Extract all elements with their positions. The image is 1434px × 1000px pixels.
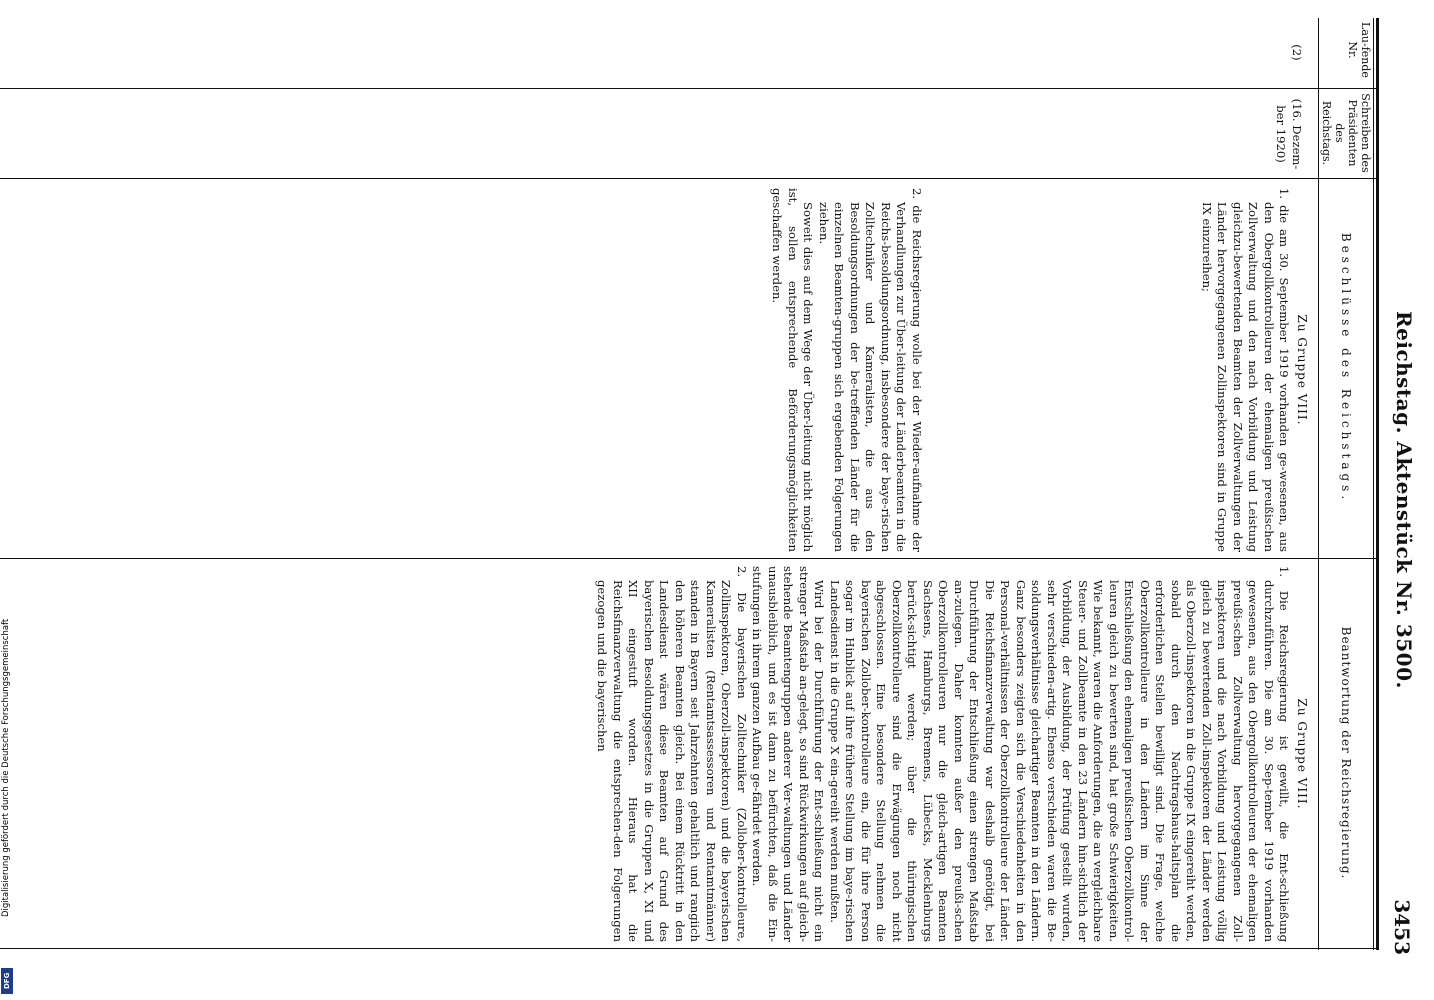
col-sep-4 xyxy=(0,948,1376,949)
beschluesse-note: Soweit dies auf dem Wege der Über-leitung nicht möglich ist, sollen entsprechende Beförderungsmöglichkeiten geschaffen werden. xyxy=(770,188,816,552)
beantwortung-para: Wird bei der Durchführung der Ent-schließung nicht ein strenger Maßstab an-gelegt, so sind Rückwirkungen auf gleich-stehende Beamtengruppen anderer Ver-waltungen und Länder unausbleiblich, und es ist dann zu befürchten, daß die Ein-stufungen in ihrem ganzen Aufbau ge-fährdet werden. xyxy=(750,566,827,942)
top-rule-thick xyxy=(1376,18,1379,950)
header-bottom-rule xyxy=(1318,18,1319,950)
colhead-beantwortung: Beantwortung der Reichsregierung. xyxy=(1339,626,1353,880)
beschluesse-item-2: 2. die Reichsregierung wolle bei der Wieder-aufnahme der Verhandlungen zur Über-leitung der Länderbeamten in die Reichs-besoldungsordnung, insbesondere der baye-rischen Zolltechniker und Kameralisten, die aus den Besoldungsordnungen der be-treffenden Länder für die einzelnen Beamten-gruppen sich ergebenden Folgerungen ziehen. xyxy=(817,188,924,552)
beschluesse-cell-lower xyxy=(769,188,924,552)
top-rule-thin xyxy=(1373,18,1374,950)
colhead-lfd-nr: Lau-fende Nr. xyxy=(1346,22,1372,78)
beantwortung-group-heading: Zu Gruppe VIII. xyxy=(1295,698,1309,810)
beantwortung-item-1: 1. Die Reichsregierung ist gewillt, die Ent-schließung durchzuführen. Die am 30. Sep-tember 1919 vorhanden gewesenen, aus den Obergollkontrolleuren der ehemaligen preußi-schen Zollverwaltung hervorgegangenen Zoll-inspektoren und die nach Vorbildung und Leistung völlig gleich zu bewertenden Zoll-inspektoren der Länder werden als Oberzoll-inspektoren in die Gruppe IX eingereiht werden, sobald durch den Nachtragshaus-haltsplan die erforderlichen Stellen bewilligt sind. Die Frage, welche Oberzollkontrolleure in den Ländern im Sinne der Entschließung den ehemaligen preußischen Oberzollkontrol-leuren gleich zu bewerten sind, hat große Schwierigkeiten. Wie bekannt, waren die Anforderungen, die an vergleichbare Steuer- und Zollbeamte in den 23 Ländern hin-sichtlich der Vorbildung, der Ausbildung, der Prüfung gestellt wurden, sehr verschieden-artig. Ebenso verschieden waren die Be-soldungsverhältnisse gleichartiger Beamten in den Ländern. Ganz besonders zeigten sich die Verschiedenheiten in den Personal-verhältnissen der Oberzollkontrolleure der Länder. Die Reichsfinanzverwaltung war deshalb genötigt, bei Durchführung der Entschließung einen strengen Maßstab an-zulegen. Daher konnten außer den preußi-schen Oberzollkontrolleuren nur die gleich-artigen Beamten Sachsens, Hamburgs, Bremens, Lübecks, Mecklenburgs berück-sichtigt werden; über die thüringischen Oberzollkontrolleure sind die Erwägungen noch nicht abgeschlossen. Eine besondere Stellung nehmen die bayerischen Zollober-kontrolleure ein, die für ihre Person sogar im Hinblick auf ihre frühere Stellung im baye-rischen Landesdienst in die Gruppe X ein-gereiht werden mußten. xyxy=(828,566,1292,942)
dfg-credit-text: Digitalisierung gefördert durch die Deutsche Forschungsgemeinschaft xyxy=(1,618,11,917)
beschluesse-group-heading: Zu Gruppe VIII. xyxy=(1295,314,1309,426)
colhead-beschluesse: Beschlüsse des Reichstags. xyxy=(1339,232,1353,504)
colhead-schreiben: Schreiben des Präsidenten des Reichstags. xyxy=(1320,93,1372,173)
col-sep-1 xyxy=(0,88,1376,89)
col-sep-2 xyxy=(0,178,1376,179)
row-lfd-nr: (2) xyxy=(1290,44,1304,61)
col-sep-3 xyxy=(0,558,1376,559)
dfg-logo-icon: DFG xyxy=(1,968,13,994)
beantwortung-item-2: 2. Die bayerischen Zolltechniker (Zollober-kontrolleure, Zollinspektoren, Oberzoll-inspektoren) und die bayerischen Kameralisten (Rentamtsassessoren und Rentamtmänner) standen in Bayern seit Jahrzehnten gehaltlich und rangiich den höheren Beamten gleich. Bei einem Rücktritt in den Landesdienst wären diese Beamten auf Grund des bayerischen Besoldungsgesetzes in die Gruppen X, XI und XII eingestuft worden. Hieraus hat die Reichsfinanzverwaltung die entsprechen-den Folgerungen gezogen und die bayerischen xyxy=(595,566,749,942)
beschluesse-cell xyxy=(1199,188,1310,552)
beantwortung-cell xyxy=(594,566,1309,942)
row-schreiben-date: (16. Dezem-ber 1920) xyxy=(1274,98,1304,170)
page-number: 3453 xyxy=(1390,899,1414,955)
running-head: Reichstag. Aktenstück Nr. 3500. xyxy=(1392,311,1416,689)
beschluesse-item-1: 1. die am 30. September 1919 vorhanden ge-wesenen, aus den Obergollkontrolleuren der ehemaligen preußischen Zollverwaltung und den nach Vorbildung und Leistung gleichzu-bewertenden Beamten der Zollverwaltungen der Länder hervorgegangenen Zollinspektoren sind in Gruppe IX einzureihen; xyxy=(1200,188,1292,552)
